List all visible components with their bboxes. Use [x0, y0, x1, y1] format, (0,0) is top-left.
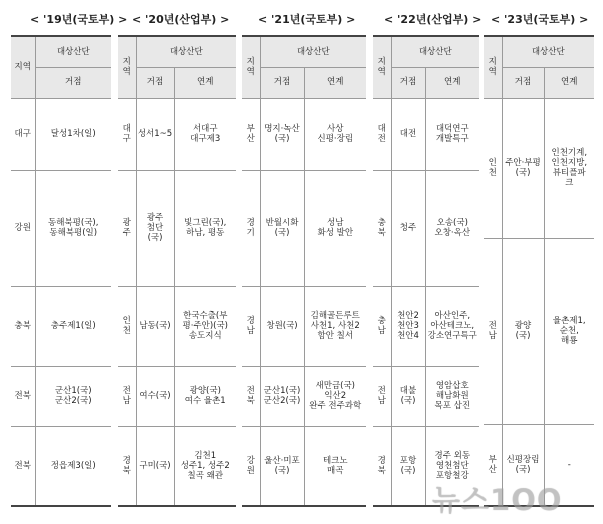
header-region: 지역 — [373, 36, 391, 98]
header-base: 거점 — [391, 67, 425, 98]
header-target: 대상산단 — [260, 36, 366, 67]
base-cell: 포항(국) — [391, 426, 425, 506]
base-cell: 광주 첨단 (국) — [136, 170, 174, 286]
link-cell: 경주 외동 영천첨단 포항철강 — [425, 426, 479, 506]
header-region: 지역 — [11, 36, 35, 98]
region-cell: 부산 — [484, 424, 502, 506]
link-cell: 김해골든루트 사천1, 사천2 함안 칠서 — [304, 286, 366, 366]
header-base: 거점 — [136, 67, 174, 98]
base-cell: 동해북평(국), 동해북평(일) — [35, 170, 111, 286]
link-cell: 서대구 대구제3 — [174, 98, 236, 170]
header-target: 대상산단 — [136, 36, 236, 67]
base-cell: 남동(국) — [136, 286, 174, 366]
region-cell: 경남 — [242, 286, 260, 366]
header-base: 거점 — [260, 67, 304, 98]
header-target: 대상산단 — [35, 36, 111, 67]
table-2023 — [484, 35, 594, 507]
base-cell: 신평장림 (국) — [502, 424, 544, 506]
title-2023: < '23년(국토부) > — [491, 13, 589, 26]
base-cell: 구미(국) — [136, 426, 174, 506]
table-2020 — [118, 35, 236, 507]
base-cell: 반월시화 (국) — [260, 170, 304, 286]
link-cell: 한국수출(부 평·주안)(국) 송도지식 — [174, 286, 236, 366]
region-cell: 충북 — [11, 286, 35, 366]
region-cell: 전남 — [484, 238, 502, 424]
table-2022 — [373, 35, 479, 507]
header-base: 거점 — [35, 67, 111, 98]
header-link: 연계 — [174, 67, 236, 98]
link-cell: 율촌제1, 순천, 해룡 — [544, 238, 594, 424]
region-cell: 경기 — [242, 170, 260, 286]
link-cell: 영암삽호 해남화원 목포 삽진 — [425, 366, 479, 426]
link-cell: 사상 신평·장림 — [304, 98, 366, 170]
base-cell: 청주 — [391, 170, 425, 286]
base-cell: 달성1차(일) — [35, 98, 111, 170]
title-2019: < '19년(국토부) > — [30, 13, 128, 26]
header-link: 연계 — [304, 67, 366, 98]
link-cell: 대덕연구 개발특구 — [425, 98, 479, 170]
base-cell: 광양 (국) — [502, 238, 544, 424]
link-cell: 광양(국) 여수 율촌1 — [174, 366, 236, 426]
region-cell: 충북 — [373, 170, 391, 286]
base-cell: 충주제1(일) — [35, 286, 111, 366]
header-base: 거점 — [502, 67, 544, 98]
base-cell: 천안2 천안3 천안4 — [391, 286, 425, 366]
header-link: 연계 — [544, 67, 594, 98]
region-cell: 인천 — [484, 98, 502, 238]
region-cell: 부산 — [242, 98, 260, 170]
header-region: 지역 — [484, 36, 502, 98]
title-2020: < '20년(산업부) > — [132, 13, 230, 26]
region-cell: 충남 — [373, 286, 391, 366]
link-cell: 성남 화성 발안 — [304, 170, 366, 286]
region-cell: 강원 — [242, 426, 260, 506]
table-2019 — [11, 35, 111, 507]
base-cell: 군산1(국) 군산2(국) — [260, 366, 304, 426]
link-cell: 아산인주, 아산테크노, 강소연구특구 — [425, 286, 479, 366]
base-cell: 울산·미포 (국) — [260, 426, 304, 506]
header-target: 대상산단 — [391, 36, 479, 67]
link-cell: 테크노 매곡 — [304, 426, 366, 506]
base-cell: 대전 — [391, 98, 425, 170]
header-link: 연계 — [425, 67, 479, 98]
base-cell: 대불(국) — [391, 366, 425, 426]
region-cell: 강원 — [11, 170, 35, 286]
region-cell: 경북 — [373, 426, 391, 506]
region-cell: 인천 — [118, 286, 136, 366]
region-cell: 광주 — [118, 170, 136, 286]
base-cell: 정읍제3(일) — [35, 426, 111, 506]
base-cell: 성서1~5 — [136, 98, 174, 170]
base-cell: 군산1(국) 군산2(국) — [35, 366, 111, 426]
region-cell: 대구 — [118, 98, 136, 170]
header-region: 지역 — [118, 36, 136, 98]
region-cell: 전북 — [242, 366, 260, 426]
base-cell: 주안·부평 (국) — [502, 98, 544, 238]
link-cell: 빛그린(국), 하남, 평동 — [174, 170, 236, 286]
region-cell: 전북 — [11, 366, 35, 426]
region-cell: 경북 — [118, 426, 136, 506]
title-2021: < '21년(국토부) > — [258, 13, 356, 26]
link-cell: 새만금(국) 익산2 완주 전주과학 — [304, 366, 366, 426]
news1-watermark: 뉴스1OO — [432, 483, 563, 517]
title-2022: < '22년(산업부) > — [384, 13, 482, 26]
link-cell: 김천1 성주1, 성주2 칠곡 왜관 — [174, 426, 236, 506]
header-target: 대상산단 — [502, 36, 594, 67]
region-cell: 전북 — [11, 426, 35, 506]
region-cell: 대전 — [373, 98, 391, 170]
base-cell: 창원(국) — [260, 286, 304, 366]
link-cell: - — [544, 424, 594, 506]
region-cell: 전남 — [118, 366, 136, 426]
region-cell: 대구 — [11, 98, 35, 170]
link-cell: 오송(국) 오창·옥산 — [425, 170, 479, 286]
region-cell: 전남 — [373, 366, 391, 426]
link-cell: 인천기계, 인천지방, 뷰티플파 크 — [544, 98, 594, 238]
base-cell: 명지·녹산 (국) — [260, 98, 304, 170]
base-cell: 여수(국) — [136, 366, 174, 426]
header-region: 지역 — [242, 36, 260, 98]
table-2021 — [242, 35, 366, 507]
